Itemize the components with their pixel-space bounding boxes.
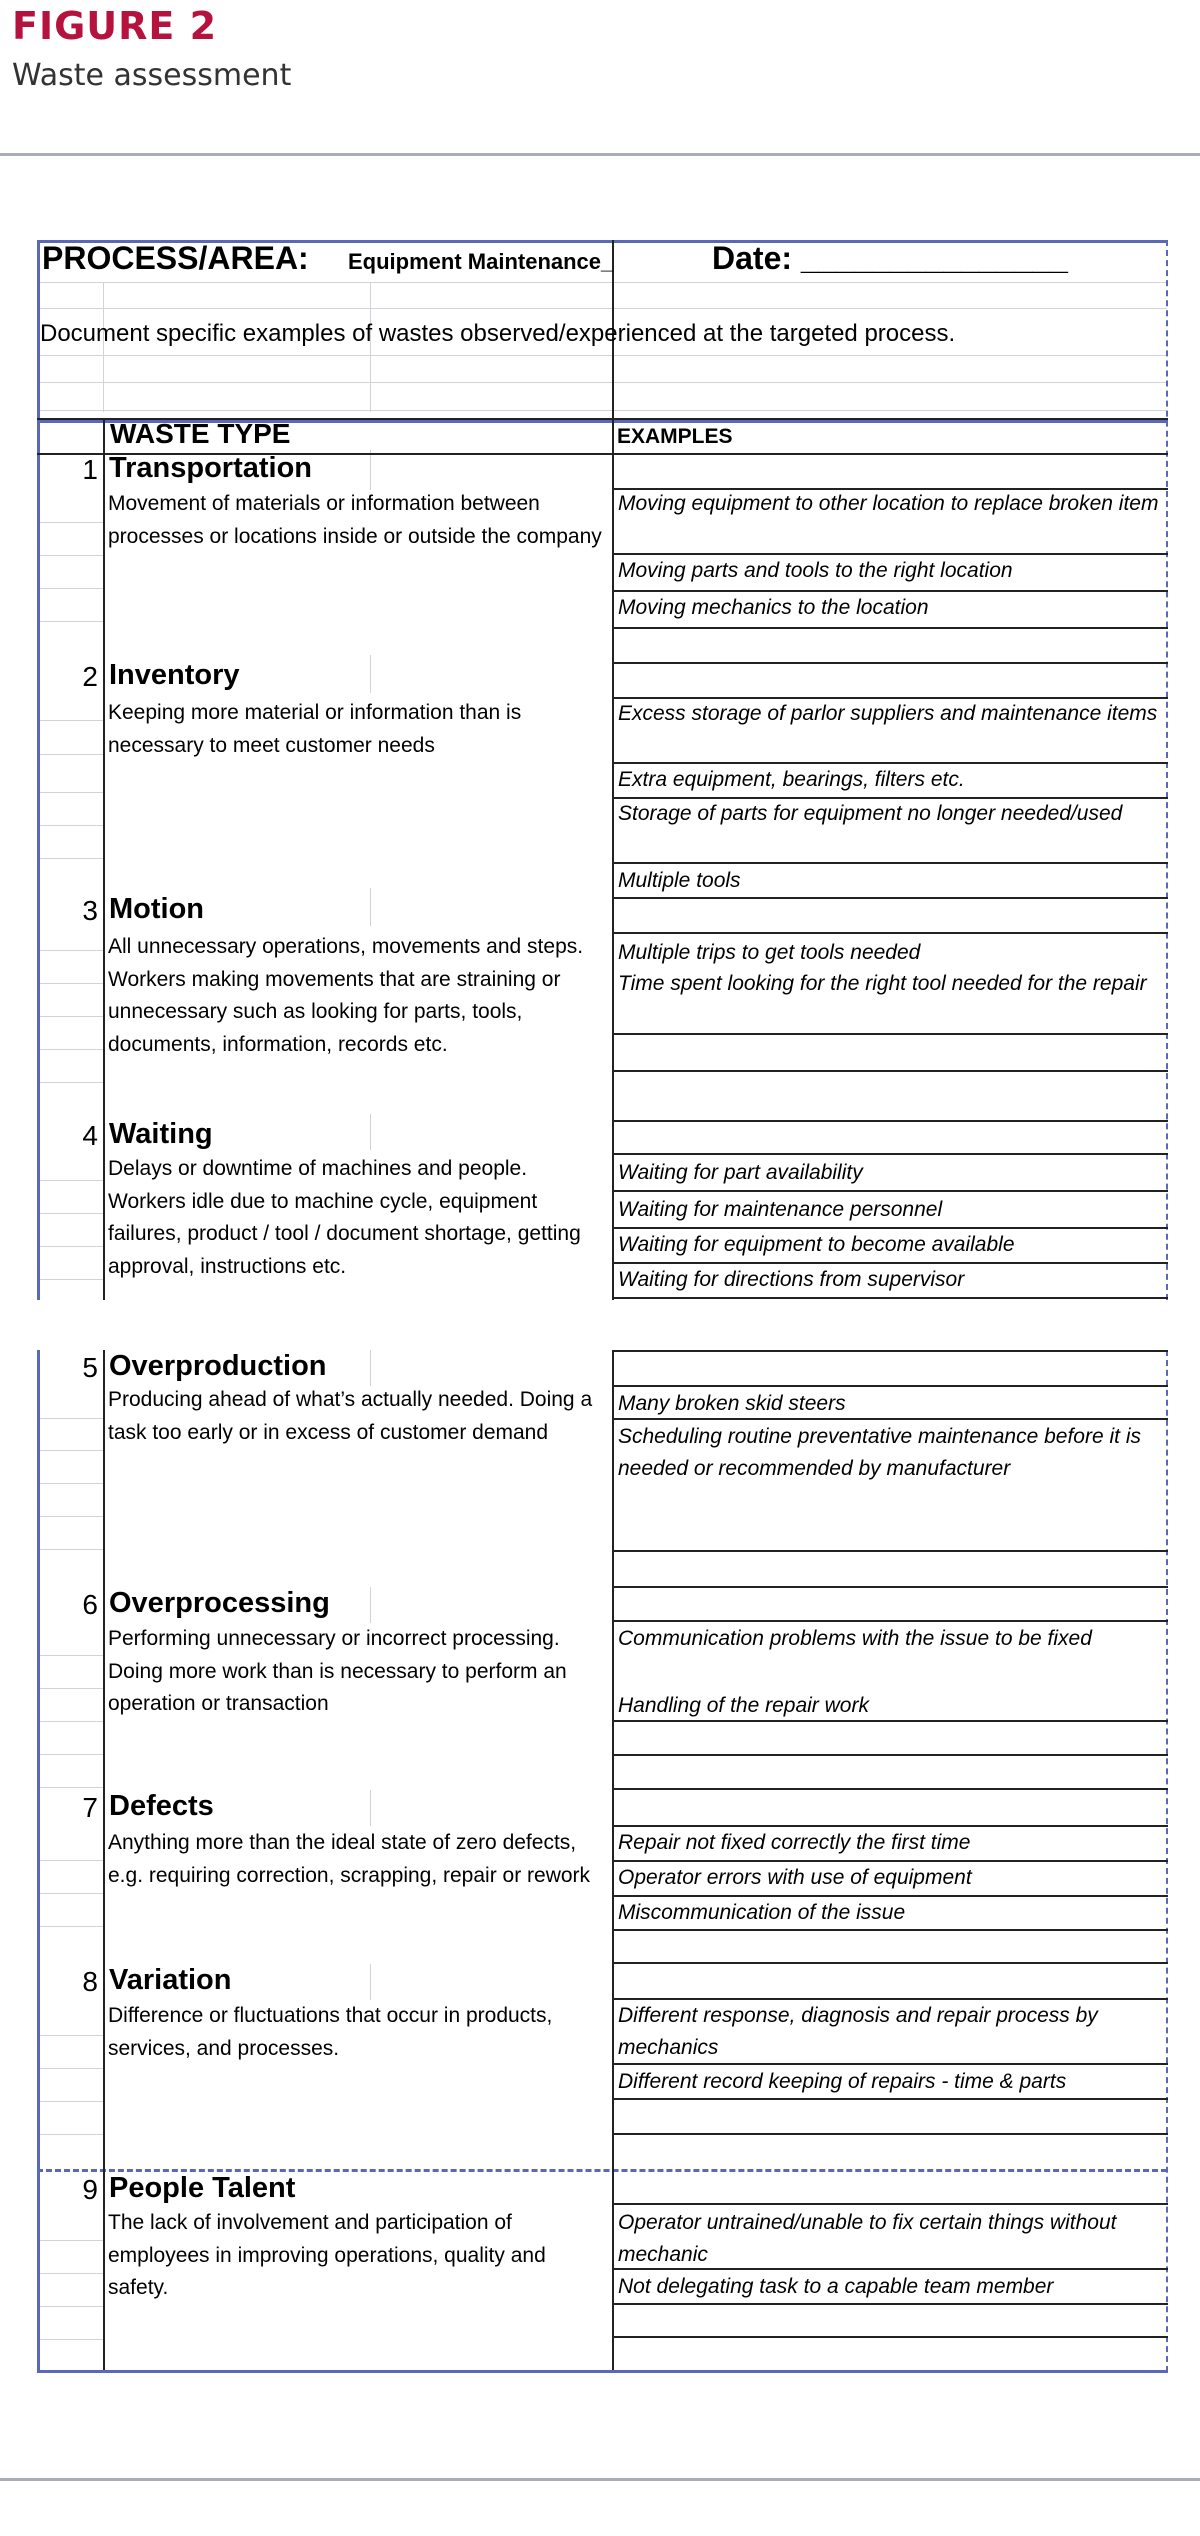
waste-example: Moving parts and tools to the right location: [618, 559, 1013, 582]
waste-example: Miscommunication of the issue: [618, 1901, 906, 1924]
waste-example: Multiple tools: [618, 869, 741, 892]
waste-type-header: WASTE TYPE: [110, 418, 291, 449]
figure-subtitle: Waste assessment: [12, 58, 292, 93]
waste-example: Not delegating task to a capable team member: [618, 2275, 1054, 2298]
waste-description: Delays or downtime of machines and people. Workers idle due to machine cycle, equipment failures, product / tool / document shortage, getting approval, instructions etc.: [108, 1157, 581, 1278]
waste-number: 3: [82, 895, 98, 926]
waste-example: Handling of the repair work: [618, 1694, 869, 1717]
instruction-text: Document specific examples of wastes observed/experienced at the targeted process.: [40, 320, 956, 347]
waste-example: Extra equipment, bearings, filters etc.: [618, 768, 965, 791]
waste-description: Performing unnecessary or incorrect processing. Doing more work than is necessary to perform an operation or transaction: [108, 1627, 567, 1715]
waste-example: Repair not fixed correctly the first time: [618, 1831, 971, 1854]
waste-description: The lack of involvement and participation of employees in improving operations, quality and safety.: [108, 2211, 546, 2299]
waste-type-name: Inventory: [109, 659, 240, 691]
waste-number: 5: [82, 1352, 98, 1383]
waste-number: 6: [82, 1589, 98, 1620]
waste-number: 7: [82, 1792, 98, 1823]
date-field: Date: _______________: [712, 240, 1068, 276]
waste-example: Moving mechanics to the location: [618, 596, 929, 619]
waste-type-name: Variation: [109, 1964, 232, 1996]
waste-example: Communication problems with the issue to be fixed: [618, 1627, 1092, 1650]
examples-header: EXAMPLES: [617, 425, 733, 448]
bottom-divider: [0, 2478, 1200, 2481]
waste-example: Different response, diagnosis and repair process by mechanics: [618, 2004, 1098, 2059]
process-area-label: PROCESS/AREA:: [42, 240, 309, 276]
waste-type-name: Overproduction: [109, 1350, 327, 1382]
waste-number: 2: [82, 661, 98, 692]
waste-type-name: Transportation: [109, 452, 313, 484]
waste-example: Scheduling routine preventative maintenance before it is needed or recommended by manufacturer: [618, 1425, 1141, 1480]
waste-description: Difference or fluctuations that occur in products, services, and processes.: [108, 2004, 553, 2060]
waste-number: 1: [82, 454, 98, 485]
waste-number: 4: [82, 1120, 98, 1151]
waste-description: Producing ahead of what’s actually needed. Doing a task too early or in excess of customer demand: [108, 1388, 593, 1444]
waste-example: Different record keeping of repairs - time & parts: [618, 2070, 1067, 2093]
waste-example: Waiting for equipment to become available: [618, 1233, 1015, 1256]
waste-example: Waiting for maintenance personnel: [618, 1198, 943, 1221]
waste-description: Movement of materials or information between processes or locations inside or outside the company: [108, 492, 602, 548]
waste-number: 8: [82, 1966, 98, 1997]
waste-type-name: Defects: [109, 1790, 214, 1822]
waste-example: Moving equipment to other location to replace broken item: [618, 492, 1159, 515]
waste-example: Excess storage of parlor suppliers and maintenance items: [618, 702, 1158, 725]
top-divider: [0, 153, 1200, 156]
figure-label: FIGURE 2: [12, 4, 218, 48]
waste-example: Storage of parts for equipment no longer needed/used: [618, 802, 1123, 825]
waste-type-name: Motion: [109, 893, 205, 925]
waste-example: Operator errors with use of equipment: [618, 1866, 972, 1889]
waste-example: Time spent looking for the right tool needed for the repair: [618, 972, 1147, 995]
waste-description: All unnecessary operations, movements and steps. Workers making movements that are straining or unnecessary such as looking for parts, tools, documents, information, records etc.: [108, 935, 584, 1056]
waste-example: Waiting for directions from supervisor: [618, 1268, 965, 1291]
waste-number: 9: [82, 2174, 98, 2205]
waste-example: Operator untrained/unable to fix certain things without mechanic: [618, 2211, 1117, 2266]
waste-example: Waiting for part availability: [618, 1161, 863, 1184]
waste-description: Keeping more material or information than is necessary to meet customer needs: [108, 701, 522, 757]
waste-type-name: Overprocessing: [109, 1587, 330, 1619]
waste-type-name: People Talent: [109, 2172, 296, 2204]
waste-example: Many broken skid steers: [618, 1392, 846, 1415]
waste-type-name: Waiting: [109, 1118, 213, 1150]
process-area-value: Equipment Maintenance_: [348, 249, 614, 274]
waste-example: Multiple trips to get tools needed: [618, 941, 921, 964]
waste-description: Anything more than the ideal state of zero defects, e.g. requiring correction, scrapping, repair or rework: [108, 1831, 591, 1887]
